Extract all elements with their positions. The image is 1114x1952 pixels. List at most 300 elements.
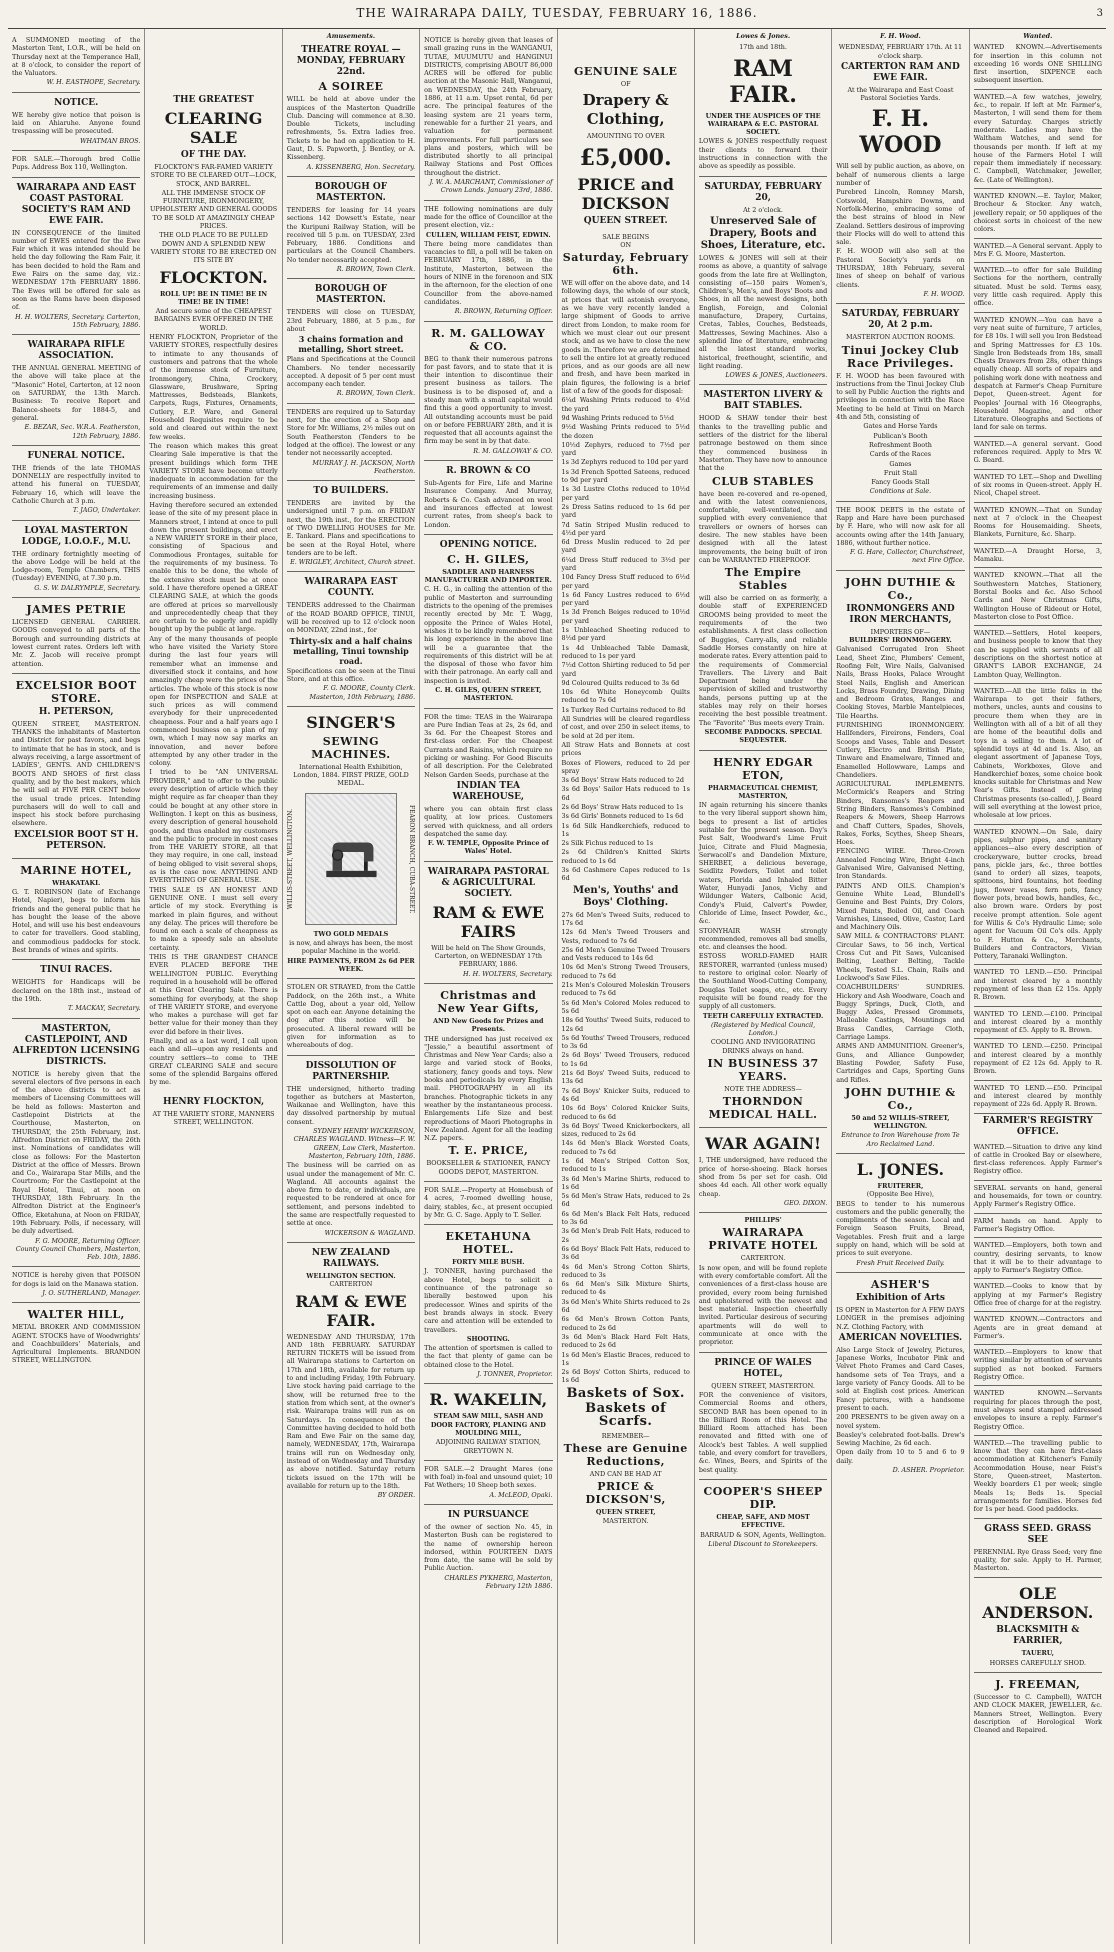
ad-text: will also be carried on as formerly, a double staff of EXPERIENCED GROOMS being provided to meet the requirements of the two establishments. A first class collection of Buggies, Carry-alls, and reliable Saddle Horses constantly on hire at moderate rates. Every attention paid to the requirements of Commercial Travellers. The Livery and Bait Department being under the supervision of skilled and trustworthy hands, persons putting up at the stables may rely on their horses receiving the best possible treatment. The "Favorite" 'Bus meets every Train. — [698, 594, 828, 727]
ad-heading: IN PURSUANCE — [447, 1510, 529, 1520]
ad-subheading: AMERICAN NOVELTIES. — [838, 1332, 963, 1343]
ad-date: 17th and 18th. — [739, 43, 787, 52]
ad-heading: Men's, Youths' and Boys' Clothing. — [573, 884, 679, 908]
ad-text: COOLING AND INVIGORATING DRINKS always on hand. — [710, 1038, 816, 1055]
sewing-machine-icon — [320, 803, 383, 914]
ad-side-text: WILLIS-STREET, WELLINGTON. — [286, 808, 294, 909]
price-list-item: 10s 6d White Honeycomb Quilts reduced to 7s 6d — [561, 688, 690, 705]
wanted-ad: WANTED KNOWN.—That all the Southwestern Matches, Stationery, Borstal Books and &c. Also School Cards and New Christmas Gifts, Wellington House of Rideout or Hotel, Masterton close to Post Office. — [974, 568, 1102, 626]
price-list-item: 3s 6d Girls' Bonnets reduced to 1s 6d — [561, 812, 684, 821]
ad-heading: DISSOLUTION OF PARTNERSHIP. — [305, 1060, 397, 1082]
ad-text: NOTE THE ADDRESS— — [724, 1085, 802, 1094]
ad-heading: Unreserved Sale of Drapery, Boots and Shoes, Literature, etc. — [700, 215, 826, 251]
price-list-item: 5s 6d Men's Colored Moles reduced to 5s 6d — [561, 998, 690, 1015]
ad-side-text: FEARON BRANCH, CUBA-STREET. — [408, 804, 416, 913]
ad-heading: LOYAL MASTERTON LODGE, I.O.O.F., M.U. — [21, 525, 131, 547]
ad-text: F. H. WOOD will also sell at the Pastoral Society's yards on THURSDAY, 18th February, several lines of sheep on behalf of various clients. — [836, 247, 965, 289]
wanted-ad: WANTED.—Settlers, Hotel keepers, and business people to know that they can be supplied with servants of all descriptions on the shortest notice at GRANT'S LABOR EXCHANGE, 24 Lambton Quay, Wellington. — [974, 626, 1102, 684]
page-number: 3 — [1096, 8, 1104, 19]
ad-text: THE friends of the late THOMAS DONNELLY are respectfully invited to attend his funeral on TUESDAY, February 16, which will leave the Catholic Church at 3 p.m. — [12, 463, 141, 505]
ad-text: BARRAUD & SON, Agents, Wellington. — [700, 1530, 827, 1539]
ad-text: AND CAN BE HAD AT — [589, 1470, 662, 1478]
column-6 — [695, 29, 832, 1944]
ad-text: THE ordinary fortnightly meeting of the above Lodge will be held at the Lodge-room, Temple Chambers, THIS (Tuesday) EVENING, at 7.30 p.m. — [12, 549, 141, 583]
ad-text: where you can obtain first class quality, at low prices. Customers served with quickness, and all orders despatched the same day. — [424, 804, 553, 838]
ad-subheading: SADDLER AND HARNESS MANUFACTURER AND IMPORTER. — [424, 567, 552, 585]
ad-text: Is now open, and will be found replete with every comfortable comfort. All the conveniences of a first-class house are provided, every room being furnished and upholstered with the newest and best material. Inspection cheerfully invited. Particular desirous of securing apartments will do well to communicate at once with the proprietor. — [698, 1263, 828, 1347]
ad-signature: R. BROWN, Town Clerk. — [336, 265, 416, 274]
ad-text: ROLL UP! BE IN TIME! BE IN TIME! BE IN TIME! — [160, 289, 268, 306]
ad-text: HORSES CAREFULLY SHOD. — [989, 1658, 1086, 1667]
ad-signature: CHARLES PYKHERG, Masterton, February 12th 1886. — [444, 1573, 553, 1591]
ad-text: AMOUNTING TO OVER — [586, 132, 665, 141]
ad-heading-large: L. JONES. — [856, 1159, 945, 1179]
ad-date: SATURDAY, FEBRUARY 20, At 2 p.m. — [841, 309, 960, 331]
ad-date: WEDNESDAY, FEBRUARY 17th. At 11 o'clock sharp. — [838, 43, 963, 60]
ad-text: SAW MILL & CONTRACTORS' PLANT. Circular Saws, to 56 inch, Vertical Cross Cut and Pit Saws, Vulcanised Belting, Leather Belting, Tackle Wheels, Tested S.L. Chain, Rails and Lockwood's Saw Files. — [836, 932, 965, 982]
wanted-ad: WANTED KNOWN.—E. Taylor, Maker, Brocheur & Stocker. Any watch, jewellery repair, or 50 appliques of the choicest sorts in choicest of the new colors. — [974, 189, 1102, 238]
ad-rifle-association — [12, 335, 140, 446]
ad-subheading: FRUITERER, — [877, 1181, 924, 1190]
ad-walter-hill — [12, 1303, 140, 1369]
column-5 — [558, 29, 695, 1944]
ad-text-bold: TWO GOLD MEDALS — [313, 929, 389, 938]
ad-heading: Baskets of Scarfs. — [585, 1400, 667, 1429]
column-3 — [283, 29, 420, 1944]
ad-text: of the owner of section No. 45, in Masterton Bush can be registered to the name of ownership hereon indorsed, within FOURTEEN DAYS from date, the same will be sold by Public Auction. — [424, 1523, 553, 1573]
ad-text: WEDNESDAY AND THURSDAY, 17th AND 18th FEBRUARY. SATURDAY RETURN TICKETS will be issued from all Wairarapa stations to Carterton on 17th and 18th, available for return up to and including Friday, 19th February. Live stock having paid carriage to the show, will be returned free to the station from which sent, at the owner's risk. Wairarapa trains will run as on Saturdays. In consequence of the Committee having decided to hold both Ram and Ewe Fair on the same day, namely, WEDNESDAY, 17th, Wairarapa trains will run on Wednesday only, instead of on Wednesday and Thursday as above notified. Saturday return tickets issued on the 17th will be available for return up to the 18th. — [286, 1332, 416, 1490]
ad-signature: BY ORDER. — [377, 1491, 416, 1500]
ad-heading: JOHN DUTHIE & Co., — [845, 575, 956, 602]
ad-text: Fresh Fruit Received Daily. — [856, 1258, 945, 1267]
ad-text: PERENNIAL Rye Grass Seed; very fine quality, for sale. Apply to H. Parmer, Masterton. — [973, 1547, 1102, 1573]
ad-subheading: UNDER THE AUSPICES OF THE WAIRARAPA & E.C. PASTORAL SOCIETY. — [705, 111, 821, 137]
ad-text: Liberal Discount to Storekeepers. — [708, 1539, 818, 1548]
ad-pastoral-society — [424, 862, 552, 984]
ad-text: WILL be held at above under the auspices of the Masterton Quadrille Club. Dancing will commence at 8.30. Double Tickets, including refreshments, 5s. Extra ladies free. Tickets to be had on application to H. Gaut, D. S. Papworth, J. Bentley, or A. Kissenberg. — [286, 95, 416, 162]
ad-signature: BOOKSELLER & STATIONER, FANCY GOODS DEPOT, MASTERTON. — [426, 1159, 551, 1176]
ad-heading: MARINE HOTEL, — [20, 863, 133, 877]
ad-subheading: WELLINGTON SECTION. — [306, 1271, 396, 1280]
ad-text: have been re-covered and re-opened, and with the latest conveniences, comfortable, well-ventilated, and supplied with every convenience that travellers or owners of horses can desire. The new stables have been designed with all the latest improvements, the being built of iron can be WARRANTED FIREPROOF. — [698, 489, 828, 564]
ad-j-freeman — [974, 1673, 1102, 1739]
price-list-item: 5s 6d Youths' Tweed Trousers, reduced to 3s 6d — [561, 1033, 690, 1051]
price-list-item: 3s 6d Boys' Straw Hats reduced to 2d — [561, 776, 684, 785]
price-list-item: 2s 6d Boys' Cotton Shirts, reduced to 1s 6d — [561, 1368, 690, 1385]
column-7 — [832, 29, 969, 1944]
ad-text: Specifications can be seen at the Tinui Store, and at this office. — [286, 666, 416, 683]
ad-coopers-sheep-dip — [699, 1480, 827, 1553]
ad-heading: BOROUGH OF MASTERTON. — [314, 284, 388, 306]
price-list-item: 1s Unbleached Sheeting reduced to 8½d per yard — [561, 626, 690, 643]
price-list-item: 3s 6d Men's White Shirts reduced to 2s 6d — [561, 1297, 690, 1315]
ad-heading-large: RAM & EWE FAIRS — [432, 902, 544, 941]
ad-text: Will be held on The Show Grounds, Carterton, on WEDNESDAY 17th FEBRUARY, 1886. — [431, 943, 546, 969]
ad-heading: MASTERTON LIVERY & BAIT STABLES. — [703, 390, 823, 412]
price-list-item: 10s 6d Boys' Colored Knicker Suits, reduced to 6s 6d — [561, 1104, 690, 1121]
ad-heading: NEW ZEALAND RAILWAYS. — [311, 1247, 390, 1269]
ad-address: Entrance to Iron Warehouse from Te Aro Reclaimed Land. — [841, 1131, 960, 1148]
wanted-ad: WANTED TO LEND.—£50. Principal and interest cleared by monthly repayment of 22s 6d. Apply R. Brown. — [974, 1081, 1102, 1114]
ad-text: WE will offer on the above date, and 14 following days, the whole of our stock, at prices that will astonish everyone, as we have very recently landed a large shipment of Goods to arrive direct from London, to make room for which we must clear out our present stock, and as we have to close the new goods in. Therefore we are determined to sell the entire lot at greatly reduced prices, and as our goods are all new and fresh, and have been marked in plain figures, the following is a brief list of a few of the goods for disposal: — [561, 279, 690, 396]
wanted-ad: SEVERAL servants on hand, general and housemaids, for town or country. Apply Farmer's Registry Office. — [974, 1181, 1102, 1214]
price-list-item: 9d Coloured Quilts reduced to 3s 6d — [561, 678, 680, 687]
ad-text: is now, and always has been, the most popular Machine in the world. — [289, 939, 413, 956]
ad-borough-tenders-road — [287, 279, 415, 403]
price-list-item: Boxes of Flowers, reduced to 2d per spray — [561, 758, 690, 775]
ad-signature: WHATMAN BROS. — [79, 136, 141, 145]
ad-text: THE undersigned, hitherto trading together as butchers at Masterton, Waikanae and Wellington, have this day dissolved partnership by mutual consent. — [286, 1084, 416, 1126]
ad-dissolution — [287, 1056, 415, 1243]
ad-heading: J. FREEMAN, — [995, 1678, 1081, 1692]
ad-text: THE OLD PLACE TO BE PULLED DOWN AND A SPLENDID NEW VARIETY STORE TO BE ERECTED ON ITS SITE BY — [150, 231, 277, 265]
ad-text-bold: Thirty-six and a half chains metalling, Tinui township road. — [289, 635, 413, 666]
ad-signature: F. G. MOORE, Returning Officer. County Council Chambers, Masterton, Feb. 10th, 1886. — [15, 1236, 141, 1262]
ad-subheading: STEAM SAW MILL, SASH AND DOOR FACTORY, PLANING AND MOULDING MILL, — [430, 1412, 546, 1437]
ad-text: THIS SALE IS AN HONEST AND GENUINE ONE. I must sell every article of my stock. Everything is marked in plain figures, and without any delay. The prices will therefore be found on each a scale of cheapness as to make a speedy sale an absolute certainty. — [149, 885, 278, 952]
price-list-item: 2s Silk Fichus reduced to 1s — [561, 839, 654, 848]
ad-heading: WALTER HILL, — [27, 1308, 125, 1322]
price-list-item: 14s 6d Men's Black Worsted Coats, reduced to 7s 6d — [561, 1139, 690, 1156]
ad-text: LOWES & JONES will sell at their rooms as above, a quantity of salvage goods from the late fire at Wellington, consisting of—150 pairs Women's, Children's, Men's, and Boys' Boots and Shoes, in all the newest designs, both English, Foreign, and Colonial manufacture, Drapery, Curtains, Cretas, Tables, Couches, Bedsteads, Mattresses, Sewing Machines. Also a splendid line of literature, embracing all the latest standard works, historical, freethought, scientific, and light reading. — [698, 253, 828, 370]
ad-signature: F. W. TEMPLE, Opposite Prince of Wales' Hotel. — [427, 839, 549, 856]
ad-heading: OF THE DAY. — [180, 150, 247, 160]
ad-text: There being more candidates than vacancies to fill, a poll will be taken on FEBRUARY 17th, 1886, in the Institute, Masterton, between the hours of NINE in the forenoon and SIX in the afternoon, for the election of one Councillor from the above-named candidates. — [424, 239, 553, 306]
price-list-item: 7½d Cotton Shirting reduced to 5d per yard — [561, 661, 690, 678]
ad-flockton-clearing-sale — [149, 32, 277, 1131]
ad-text-bold: HIRE PAYMENTS, FROM 2s 6d PER WEEK. — [287, 956, 415, 973]
privilege-item: Gates and Horse Yards — [863, 422, 938, 431]
price-list-item: 10½d Zephyrs, reduced to 7½d per yard — [561, 440, 690, 458]
ad-heading: TO BUILDERS. — [313, 486, 389, 497]
price-list-item: 1s 6d Men's Striped Cotton Sox, reduced to 1s — [561, 1156, 690, 1174]
ad-heading: WAIRARAPA PRIVATE HOTEL — [708, 1226, 818, 1253]
price-list-item: 1s 3d Lustre Cloths reduced to 10½d per yard — [561, 485, 690, 502]
price-list-item: 5s 6d Men's Straw Hats, reduced to 2s 6d — [561, 1192, 690, 1209]
ad-text: ADJOINING RAILWAY STATION, GREYTOWN N. — [435, 1438, 541, 1455]
ad-book-debts — [836, 502, 964, 571]
ad-collie-pups — [12, 151, 140, 178]
ad-signature: SYDNEY HENRY WICKERSON, CHARLES WAGLAND. Witness—F. W. GREEN, Law Clerk, Masterton. Masterton, February 10th, 1886. — [293, 1127, 416, 1160]
ad-draught-mares — [424, 1461, 552, 1505]
ad-text: FURNISHING IRONMONGERY. Hallfenders, Fireirons, Fenders, Coal Scoops and Vases, Table and Dessert Cutlery, Electro and British Plate, Tinware and Enamelware, Tinned and Enamelled Hollowware, Lamps and Chandeliers. — [836, 721, 965, 779]
ad-text: TENDERS will close on TUESDAY, 23rd February, 1886, at 5 p.m., for about — [286, 308, 416, 333]
ad-text: C. H. G., in calling the attention of the public of Masterton and surrounding districts to the opening of the premises recently erected by Mr. T. Wagg, opposite the Prince of Wales Hotel, wishes it to be kindly remembered that his long experience in the above line will be a guarantee that the requirements of this district will be at the disposal of those who favor him with their patronage. An early call and inspection is invited. — [424, 585, 553, 685]
ad-signature: F. H. WOOD. — [923, 289, 965, 298]
ad-text: TENDERS for leasing for 14 years sections 142 Dowsett's Estate, near the Kuripuni Railway Station, will be received till 5 p.m. on TUESDAY, 23rd February, 1886. Conditions and particulars at the Council Chambers. No tender necessarily accepted. — [286, 205, 416, 264]
price-list-item: 6s 6d Men's Black Felt Hats, reduced to 3s 6d — [561, 1209, 690, 1227]
ad-text: The business will be carried on as usual under the management of Mr. C. Wagland. All accounts against the above firm to date, or individuals, are requested to be rendered at once for settlement, and persons indebted to the same are respectfully requested to settle at once. — [286, 1161, 416, 1228]
ad-subheading: TAUERU, — [1021, 1649, 1054, 1658]
ad-subheading: QUEEN STREET, MASTERTON. — [711, 1381, 815, 1390]
ad-text: (Successor to C. Campbell), WATCH AND CLOCK MAKER, JEWELLER, &c. Manners Street, Wellington. Every description of Horological Work Cleaned and Repaired. — [973, 1693, 1102, 1735]
column-8 — [970, 29, 1106, 1944]
price-list-item: 18s 6d Youths' Tweed Suits, reduced to 12s 6d — [561, 1016, 690, 1033]
price-list-item: 6¼d Washing Prints reduced to 4½d the yard — [561, 396, 690, 413]
ad-text: LICENSED GENERAL CARRIER. GOODS conveyed to all parts of the Borough and surrounding districts at lowest current rates. Orders left with Mr. Z. Jacob will receive prompt attention. — [12, 618, 141, 668]
ad-heading-large: RAM FAIR. — [729, 55, 797, 108]
price-list-item: 4s 6d Men's Strong Cotton Shirts, reduced to 3s — [561, 1262, 690, 1279]
ad-r-brown — [424, 461, 552, 535]
ad-subheading: CHEAP, SAFE, AND MOST EFFECTIVE. — [716, 1512, 810, 1530]
ad-text: (Opposite Bee Hive), — [866, 1190, 935, 1199]
section-heading: Wanted. — [1023, 32, 1053, 40]
wanted-ad: WANTED.—All the little folks in the Wairarapa to get their fathers, mothers, uncles, aunts and cousins to procure them when they are in Wellington with all of a bit of all they are home of the beautiful dolls and toys in a selling to them. A lot of splendid toys at 4d and 1s. Also, an elegant assortment of Japanese Toys, Cabinets, Workboxes, Glove and Handkerchief boxes, some choice book knocks suitable for Christmas and New Year's Gifts. Instead of giving Christmas presents (so-called), J. Beard will sell everything at the lowest price, wholesale at low prices. — [974, 684, 1102, 825]
ad-text: Sub-Agents for Fire, Life and Marine Insurance Company. And Murray, Roberts & Co. Cash advanced on wool and insurances effected at lowest current rates, from sheep's back to London. — [424, 479, 553, 529]
ad-subheading: Exhibition of Arts — [855, 1292, 945, 1303]
ad-text: F. H. WOOD has been favoured with instructions from the Tinui Jockey Club to sell by Public Auction the rights and privileges in connection with the Race Meeting to be held at Tinui on March 4th and 5th, consisting of — [836, 371, 965, 422]
price-list-item: 12s 6d Men's Tweed Trousers and Vests, reduced to 7s 6d — [561, 928, 690, 945]
price-list-millinery — [562, 741, 690, 883]
ad-text: TENDERS addressed to the Chairman of the ROAD BOARD OFFICE, TINUI, will be received up to 12 o'clock noon on MONDAY, 22nd inst., for — [286, 601, 416, 635]
price-list-item: 2s 6d Children's Knitted Skirts reduced to 1s 6d — [561, 848, 690, 865]
wanted-ad: WANTED.—Employers, both town and country, desiring servants, to know that it will be to their advantage to apply to Farmer's Registry Office. — [974, 1238, 1102, 1279]
ad-signature: HENRY FLOCKTON, — [162, 1096, 265, 1107]
ad-war-again — [699, 1128, 827, 1213]
ad-text: FOR the convenience of visitors, Commercial Rooms and others, SECOND BAR has been opened to in the Billiard Room of this Hotel. The Billiard Room attached has been renovated and fitted with one of Alcock's best Tables. A well supplied table, and every comfort for travellers, &c. Wines, Beers, and Spirits of the best quality. — [698, 1390, 828, 1474]
wanted-column — [974, 40, 1102, 1518]
ad-name: C. H. GILES, — [447, 552, 530, 566]
ad-address: QUEEN STREET, — [595, 1508, 656, 1517]
ad-name: FLOCKTON. — [159, 267, 268, 287]
ad-text: I tried to be "AN UNIVERSAL PROVIDER," and to offer to the public every description of article which they might require as far cheaper than they could be bought at any other store in Wellington. I kept on this as business, every description of general household goods, and thus enabled my customers and the public to procure in most cases from THE VARIETY STORE, all that they may require, in one call, instead of being obliged to visit several shops, as is the case now. ANYTHING AND EVERYTHING OF GENERAL USE. — [149, 768, 278, 885]
ad-text: HOOD & SHAW tender their best thanks to the travelling public and settlers of the district for the liberal patronage bestowed on them since they commenced business in Masterton. They have now to announce that the — [698, 414, 828, 473]
wanted-ad: WANTED KNOWN.—That on Sunday next at 7 o'clock in the Cheapest Rooms for Housemaiding. Sheets, Blankets, Furniture, &c. Sharp. — [974, 503, 1102, 544]
ad-james-petrie — [12, 598, 140, 674]
ad-text: FLOCKTON'S FAR-FAMED VARIETY STORE TO BE CLEARED OUT—LOCK, STOCK, AND BARREL. — [150, 163, 277, 188]
price-list-item: 10d Fancy Dress Stuff reduced to 6½d per yard — [561, 573, 690, 590]
ad-text: BEGS to tender to his numerous customers and the public generally, the compliments of the season. Local and Foreign Season Fruits, Bread, Vegetables. Fresh fruit and a large supply on hand, which will be sold at prices to suit everyone. — [836, 1199, 965, 1258]
ad-text: STONYHAIR WASH strongly recommended, removes all bad smells, etc. and cleanses the hood. — [698, 926, 828, 952]
ad-signature: C. H. GILES, QUEEN STREET, MASTERTON. — [435, 686, 542, 703]
ad-text: METAL BROKER AND COMMISSION AGENT. STOCKS have of Woodwrights' and Coachbuilders' Materials, and Agricultural Implements. BRANDON STREET, WELLINGTON. — [12, 1323, 141, 1365]
ad-licensing-districts — [12, 1019, 140, 1268]
wanted-ad: WANTED.—to offer for sale Building Sections for the northern, centrally situated. Must be sold. Terms easy, very little cash required. Apply this office. — [974, 263, 1102, 312]
price-list-item: All Straw Hats and Bonnets at cost prices — [561, 740, 690, 758]
ad-crown-lands — [424, 32, 552, 201]
ad-heading: NOTICE. — [54, 97, 99, 108]
price-list-item: 1s 4d Unbleached Table Damask, reduced to 1s per yard — [561, 643, 690, 660]
price-list-item: 2s 6d Boys' Straw Hats reduced to 1s — [561, 803, 684, 811]
ad-text: (Registered by Medical Council, London.) — [710, 1020, 816, 1038]
price-list-item: 1s 3d French Spotted Sateens, reduced to 9d per yard — [561, 467, 690, 485]
ad-text: ALL THE IMMENSE STOCK OF FURNITURE, IRONMONGERY, UPHOLSTERY AND GENERAL GOODS TO BE SOLD AT AMAZINGLY CHEAP PRICES. — [150, 188, 278, 231]
ad-text: THE ANNUAL GENERAL MEETING of the above will take place at the "Masonic" Hotel, Carterton, at 12 noon on SATURDAY, the 13th March. Business: To receive Report and Balance-sheets for 1884-5, and general. — [12, 364, 141, 422]
ad-text: Open daily from 10 to 5 and 6 to 9 daily. — [836, 1448, 965, 1465]
price-list-item: 9d Washing Prints reduced to 5½d — [561, 413, 674, 422]
privilege-item: Publican's Booth — [873, 431, 928, 440]
ad-text: At 2 o'clock. — [743, 205, 783, 214]
ad-heading: WAIRARAPA PASTORAL & AGRICULTURAL SOCIETY. — [427, 866, 549, 899]
ad-text: J. TONNER, having purchased the above Hotel, begs to solicit a continuance of the patronage so liberally bestowed upon his predecessor. Wines and spirits of the best brands always in stock. Every care and attention will be extended to travellers. — [424, 1267, 553, 1334]
ad-heading: IN BUSINESS 37 YEARS. — [707, 1057, 819, 1084]
ad-text: FOR SALE.—Thorough bred Collie Pups. Address Box 110, Wellington. — [12, 154, 141, 172]
wanted-ad: WANTED.—Employers to know that writing similar by attention of servants supplied as not booked. Farmers Registry Office. — [974, 1345, 1102, 1386]
ad-heading: Tinui Jockey Club Race Privileges. — [841, 343, 960, 370]
ad-text: STOLEN OR STRAYED, from the Cattle Paddock, on the 26th inst., a White Cattle Dog, about a year old, Yellow spot on each ear. Anyone detaining the dog after this notice will be prosecuted. A liberal reward will be given for information as to whereabouts of dog. — [286, 983, 416, 1050]
ad-signature: Conditions at Sale. — [869, 487, 932, 496]
ad-signature: A. McLEOD, Opaki. — [489, 1490, 553, 1499]
wanted-ad: WANTED KNOWN.—You can have a very neat suite of furniture, 7 articles, for £8 10s. I will sell you Iron Bedstead and Spring Mattresses for £3 10s. Single Iron Bedsteads from 18s, small Chests Drawers from 28s, other things equally cheap. All sorts of repairs and polishing work done with neatness and despatch at Farmer's Cheap Furniture Depot, Queen-street. Agent for Peoples' Journal with 16 Oleographs, Household Magazine, and other Literature. Oleographs and Sections of land for sale on terms. — [974, 313, 1102, 437]
ad-text: FOR SALE.—Property at Homebush of 4 acres, 7-roomed dwelling house, dairy, stables, &c., at present occupied by Mr. G. C. Sage. Apply to T. Seller. — [424, 1185, 553, 1219]
section-heading: F. H. Wood. — [880, 32, 921, 40]
ad-heading: EXCELSIOR BOOT STORE. — [15, 678, 137, 705]
ad-text: THIS IS THE GRANDEST CHANCE EVER PLACED BEFORE THE WELLINGTON PUBLIC. Everything required in a household will be offered at this Great Clearing Sale. There is something for everybody, at the shop of THE VARIETY STORE, and everyone who makes a purchase will get far better value for their money than they ever did before in their lives. — [149, 953, 278, 1036]
section-heading: Lowes & Jones. — [736, 32, 791, 40]
ad-heading-large: CLEARING SALE — [164, 109, 263, 147]
ad-name: PRICE & DICKSON'S, — [585, 1480, 666, 1507]
price-list-item: 1s 6d Men's Elastic Braces, reduced to 1s — [561, 1350, 690, 1367]
ad-lodge — [12, 521, 140, 598]
ad-heading: R. M. GALLOWAY & CO. — [431, 326, 546, 353]
ad-funeral-notice — [12, 446, 140, 521]
ad-signature: JOHN DUTHIE & Co., — [845, 1085, 956, 1112]
ad-subheading: CLUB STABLES — [712, 474, 815, 488]
price-list-item: 6d Dress Muslin reduced to 2d per yard — [561, 538, 690, 555]
ad-signature: E. BEZAR, Sec. W.R.A. Featherston, 12th February, 1886. — [24, 423, 141, 440]
ad-theatre-royal — [287, 40, 415, 177]
ad-phillips-private-hotel — [699, 1213, 827, 1353]
ad-text: NOTICE is hereby given that leases of small grazing runs in the WANGANUI, TUTAE, MUUMUTU and HANGINUI DISTRICTS, comprising ABOUT 86,000 ACRES will be offered for public auction at the Masonic Hall, Wanganui, on WEDNESDAY, the 24th February, 1886, at 11 a.m. Upset rental, 6d per acre. The principal features of the leasing system are 21 years term, renewable for a further 21 years, and valuation for permanent improvements. For full particulars see plans and posters, which will be distributed shortly to all principal Railway Stations and Post Offices throughout the district. — [424, 36, 553, 177]
ad-heading: GRASS SEED. GRASS SEE — [984, 1523, 1092, 1545]
ad-heading: These are Genuine Reductions, — [563, 1442, 688, 1468]
ad-singer-sewing-machines — [287, 707, 415, 979]
ad-text: 200 PRESENTS to be given away on a novel system. — [836, 1413, 965, 1430]
ad-text-bold: 3 chains formation and metalling, Short street. — [298, 334, 404, 355]
wanted-ad: WANTED.—The travelling public to know that they can have first-class accommodation at Kitchener's Family Accommodation House, near Feist's Store, Queen-street, Masterton. Weekly boarders £1 per week; single Meals 1s; Beds 1s. Special arrangements for families. Horses fed for 1s per head. Good paddocks. — [974, 1436, 1102, 1519]
ad-heading-large: SINGER'S — [306, 712, 396, 732]
ad-ole-anderson — [974, 1578, 1102, 1673]
ad-text-bold: CULLEN, WILLIAM FEIST, EDWIN. — [426, 230, 551, 239]
ad-eketahuna-hotel — [424, 1225, 552, 1384]
price-list-item: 3s 6d Men's Marine Shirts, reduced to 1s 6d — [561, 1174, 690, 1191]
ad-text: ESTOSS WORLD-FAMED HAIR RESTORER, warranted (unless mused) to restore to original color. Nearly of the Southland Wood-Cutting Company, Douglas Toilet soaps, etc., etc. Every requisite will be found ready for the supply of all customers. — [698, 952, 828, 1011]
ad-subheading: H. PETERSON, — [38, 706, 114, 717]
ad-john-duthie — [836, 571, 964, 1154]
ad-ram-ewe-fair — [12, 178, 140, 336]
ad-text: NOTICE is hereby given that the several electors of five persons in each of the above districts to act as members of Licensing Committees will be held as follows: Masterton and Castlepoint Districts at the Courthouse, Masterton, on THURSDAY, the 25th February, inst. Alfredton District on FRIDAY, the 26th inst. Nominations of candidates will close as follows: For the Masterton District at the office of Messrs. Brown and Co., Wairarapa Star Mills, and the Courtroom; For the Castlepoint at the Royal Hotel, Tinui, at noon on THURSDAY, 18th February. In the Alfredton District at the Engineer's Office, Eketahuna, at Noon on FRIDAY, 19th February. Polls, if necessary, will be duly advertised. — [12, 1069, 141, 1236]
price-list-item: 25s 6d Men's Genuine Tweed Trousers and Vests reduced to 14s 6d — [561, 945, 690, 963]
price-list-item: 7s 6d Boys' Knicker Suits, reduced to 4s 6d — [561, 1086, 690, 1103]
price-list-item: 3s 6d Men's Black Hard Felt Hats, reduced to 2s 6d — [561, 1332, 690, 1350]
ad-subheading: CARTERTON — [329, 1280, 373, 1289]
ad-text: REMEMBER— — [601, 1431, 650, 1440]
wanted-ad: WANTED.—Situation to drive any kind of cattle in Crooked Bay or elsewhere, first-class references. Apply Farmer's Registry office. — [974, 1140, 1102, 1181]
ad-signature: MURRAY J. H. JACKSON, North Featherston. — [312, 458, 416, 475]
ad-text: IMPORTERS OF— — [870, 627, 931, 636]
ad-signature: LOWES & JONES, Auctioneers. — [725, 371, 828, 380]
price-list-item: 1s 3d Zephyrs reduced to 10d per yard — [561, 458, 689, 467]
ad-text: FOR the time: TEAS in the Wairarapa are Pure Indian Teas at 2s, 2s 6d, and 3s 6d. For the Cheapest Stores and first-class order. For the Cheapest Currants and Raisins, which require no picking or washing. For Good Biscuits of all description. For the Celebrated Nelson Garden Seeds, purchase at the — [424, 712, 553, 779]
price-list-item: 6¼d Dress Stuff reduced to 3½d per yard — [561, 555, 690, 572]
ad-text: IN CONSEQUENCE of the limited number of EWES entered for the Ewe Fair which it was intended should be held the day following the Ram Fair, it has been decided to hold the Ram and Ewe Fairs on the same day, viz.: WEDNESDAY 17th FEBRUARY 1886. The Ewes will be offered for sale as soon as the Rams have been disposed of. — [12, 228, 141, 312]
ad-heading: Baskets of Sox. — [566, 1385, 685, 1401]
ad-text: TENDERS are required up to Saturday next, for the erection of a Shop and Store for Mr. Williams, 2½ miles out on South Featherston (Tenders to be lodged at the office). The lowest or any tender not necessarily accepted. — [286, 407, 416, 458]
ad-heading: PRINCE OF WALES HOTEL, — [714, 1357, 812, 1379]
ad-signature: J. TONNER, Proprietor. — [477, 1370, 553, 1379]
ad-signature: SECOMBE PADDOCKS. SPECIAL SEQUESTER. — [704, 727, 822, 745]
sewing-machine-illustration — [305, 793, 397, 925]
wanted-ad: FARM hands on hand. Apply to Farmer's Registry Office. — [974, 1214, 1102, 1239]
price-list-item: 2s Dress Satins reduced to 1s 6d per yard — [561, 502, 690, 520]
wanted-ad: WANTED TO LEND.—£50. Principal and interest cleared by a monthly repayment of less than £2 15s. Apply R. Brown. — [974, 965, 1102, 1006]
ad-address: QUEEN STREET. — [583, 215, 668, 226]
price-list-drapery — [562, 396, 690, 714]
ad-lowes-jones-ram-fair — [699, 40, 827, 176]
ad-subheading: SEWING MACHINES. — [311, 734, 391, 761]
ad-signature: F. G. MOORE, County Clerk. Masterton, 10th February, 1886. — [309, 684, 416, 701]
ad-text: G. T. ROBINSON (late of Exchange Hotel, Napier), begs to inform his friends and the general public that he has bought the lease of the above Hotel, and will use his best endeavours to cater for travellers. Good stabling, and commodious paddocks for stock. Best brands of wines and spirits. — [12, 888, 141, 955]
wanted-ad: WANTED.—A Draught Horse, 3, Mamaku. — [974, 544, 1102, 569]
price-list-item: 10s 6d Men's Strong Tweed Trousers, reduced to 7s 6d — [561, 963, 690, 980]
price-list-item: 1s 6d Fancy Lustres reduced to 6½d per yard — [561, 590, 690, 608]
ad-text: HENRY FLOCKTON, Proprietor of the VARIETY STORES, respectfully desires to intimate to any thousands of customers and patrons that the whole of the immense stock of Furniture, Ironmongery, China, Crockery, Glassware, Brushware, Spring Mattresses, Bedsteads, Blankets, Carpets, Rugs, Fixtures, Ornaments, Cutlery, E.P. Ware, and General Household Requisites require to be sold and cleared out within the next few weeks. — [149, 333, 278, 441]
wanted-ad: WANTED TO LEND.—£250. Principal and interest cleared by a monthly repayment of £2 12s 6d. Apply to R. Brown. — [974, 1039, 1102, 1080]
ad-tenders-shop — [287, 404, 415, 481]
ad-signature: EXCELSIOR BOOT ST H. PETERSON. — [13, 829, 139, 851]
privilege-item: Fruit Stall — [883, 468, 917, 477]
singer-illustration-row — [287, 789, 415, 929]
ad-henry-edgar-eton — [699, 751, 827, 1129]
ad-text: Finally, and as a last word, I call upon each and all—upon any residents and country settlers—to come to THE GREAT CLEARING SALE and secure some of the splendid Bargains offered by me. — [149, 1036, 278, 1087]
ad-date: Saturday, February 6th. — [562, 251, 689, 278]
ad-heading: ASHER'S — [870, 1277, 931, 1291]
price-list-item: 27s 6d Men's Tweed Suits, reduced to 17s 6d — [561, 910, 690, 927]
ad-text: THE BOOK DEBTS in the estate of Rapp and Hare have been purchased by F. Hare, who will now ask for all accounts owing after the 14th January, 1886, without further notice. — [836, 505, 965, 547]
column-4 — [420, 29, 557, 1944]
ad-text: NOTICE is hereby given that POISON for dogs is laid on the Manawa station. — [12, 1271, 141, 1288]
ad-text: The attention of sportsmen is called to the fact that plenty of game can be obtained close to the Hotel. — [424, 1344, 553, 1369]
ad-stolen-dog — [287, 979, 415, 1055]
wanted-ad: WANTED TO LET.—Shop and Dwelling of six rooms in Queen-street. Apply H. Nicol, Chapel street. — [974, 470, 1102, 503]
privilege-item: Refreshment Booth — [869, 440, 932, 449]
ad-subheading: BLACKSMITH & FARRIER, — [996, 1625, 1080, 1647]
ad-signature: R. M. GALLOWAY & CO. — [473, 446, 553, 455]
ad-heading: COOPER'S SHEEP DIP. — [703, 1484, 823, 1511]
ad-amount: £5,000. — [579, 144, 672, 171]
ad-heading: CARTERTON RAM AND EWE FAIR. — [841, 61, 960, 83]
ad-text: The reason which makes this great Clearing Sale imperative is that the present buildings which form THE VARIETY STORE have become utterly inadequate in accommodation for the requirements of an immense and daily increasing business. — [149, 441, 278, 500]
ad-text: BEG to thank their numerous patrons for past favors, and to state that it is their intention to discontinue their present business as tailors. The business is to be disposed of, and a steady man with a small capital would find this a good opportunity to invest. All outstanding accounts must be paid on or before FEBRUARY 28th, and it is requested that all accounts against the firm may be sent in by that date. — [424, 354, 553, 446]
ad-signature: R. BROWN, Town Clerk. — [336, 389, 416, 398]
ad-text: PHILLIPS' — [744, 1216, 782, 1225]
ad-address: MASTERTON. — [602, 1516, 649, 1525]
wanted-ad: WANTED.—A few watches, jewelry, &c., to repair. If left at Mr. Farmer's, Masterton, I will send them for them every Saturday. Charges strictly moderate. Ladies may have the Waltham Watches, and send for thousands per month. If left at my house of the Farmers Hotel I will repair them immediately if necessary. C. Campbell, Watchmaker, Jeweller, &c. (Late of Wellington). — [974, 90, 1102, 189]
ad-text: WEIGHTS for Handicaps will be declared on the 18th inst., instead of the 19th. — [12, 978, 141, 1003]
ad-heading: MASTERTON, CASTLEPOINT, AND ALFREDTON LICENSING DISTRICTS. — [12, 1023, 140, 1067]
columns — [8, 29, 1106, 1944]
ad-heading: HENRY EDGAR ETON, — [713, 755, 813, 782]
ad-signature: G. S. W. DALRYMPLE, Secretary. — [34, 583, 141, 592]
ad-heading: WAIRARAPA RIFLE ASSOCIATION. — [27, 340, 125, 362]
price-list-item: 9½d Washing Prints reduced to 5½d the dozen — [561, 423, 690, 440]
ad-signature: J. O. SUTHERLAND, Manager. — [42, 1288, 141, 1297]
ad-text: I, THE undersigned, have reduced the price of horse-shoeing. Black horses shod from 5s per set for cash. Old shoes 4d each. All other work equally cheap. — [698, 1156, 828, 1198]
ad-to-builders — [287, 481, 415, 572]
ad-name: T. E. PRICE, — [448, 1144, 529, 1158]
ad-livery-stables — [699, 385, 827, 750]
ad-text: FENCING WIRE. Three-Crown Annealed Fencing Wire, Bright 4-inch Galvanised Wire, Galvanised Netting, Iron Standards. — [836, 847, 965, 881]
ad-signature: A. KISSENBERG, Hon. Secretary. — [306, 162, 416, 171]
ad-manawa-poison — [12, 1267, 140, 1303]
ad-subheading: IRONMONGERS AND IRON MERCHANTS, — [846, 603, 955, 625]
ad-text: COACHBUILDERS' SUNDRIES. Hickory and Ash Woodware, Coach and Buggy Springs, Duck, Cloth, and Buggy Axles, Pressed Grommets, Malleable Castings, Mountings and Brass Candles, Carriage Cloth, Carriage Lamps. — [836, 983, 965, 1042]
price-list-item: 3s 6d Cashmere Capes reduced to 1s 6d — [561, 866, 690, 883]
wanted-ad: WANTED KNOWN.—On Sale, dairy pipes, sulphur pipes, and sanitary appliances—also every description of crockeryware, butter crocks, bread pans, pickle jars, &c., three bottles (sand to order) all sizes, teapots, spittoons, bird fountains, hot feeding jugs, flower vases, fern pots, fancy flower pots, bread bowls, handles, &c., also brown ware. Orders by post receive prompt attention. Sole agent for Willis & Co's Hydraulic Lime; sole agent for Vacuum Oil Co's oils. Apply to F. Hutton & Co., Merchants, Builders and Contractors, Vivian Pottery, Taranaki Wellington. — [974, 825, 1102, 966]
masthead — [8, 6, 1106, 29]
ad-name: PRICE and DICKSON — [577, 174, 674, 213]
ad-text: OF — [620, 80, 631, 88]
